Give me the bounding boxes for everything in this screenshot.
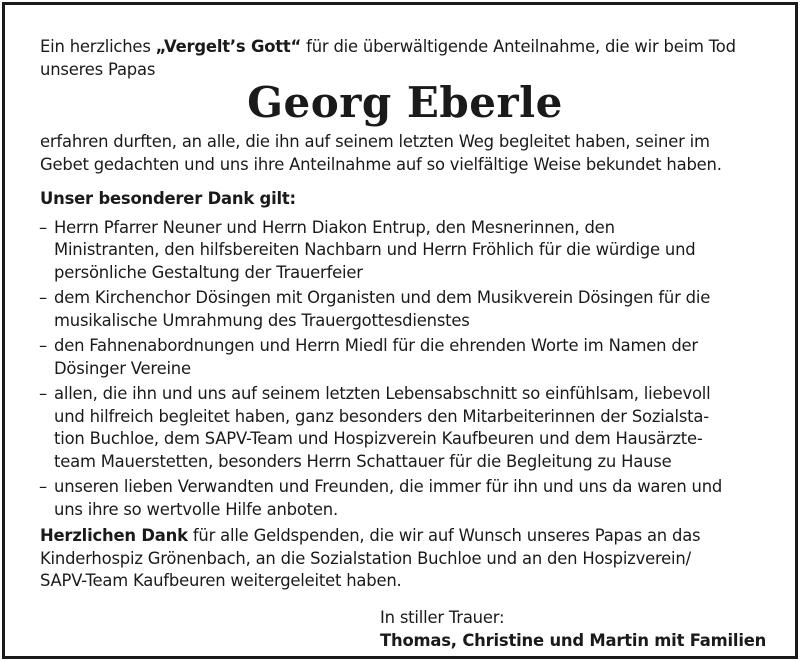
obituary-thank-you-notice	[40, 36, 770, 653]
list-dash: –	[39, 384, 47, 403]
list-dash: –	[39, 336, 47, 355]
donation-line-3: SAPV-Team Kaufbeuren weitergeleitet haben.	[40, 571, 402, 590]
thanks-heading: Unser besonderer Dank gilt:	[40, 189, 296, 208]
donation-thanks	[40, 525, 770, 593]
donation-bold-lead: Herzlichen Dank	[40, 526, 188, 545]
thanks-item	[40, 287, 770, 332]
continuation-line-2: Gebet gedachten und uns ihre Anteilnahme auf so vielfältige Weise bekundet haben.	[40, 154, 722, 174]
thanks-list	[40, 217, 770, 522]
intro-line-2: unseres Papas	[40, 59, 156, 79]
thanks-item-line: Herrn Pfarrer Neuner und Herrn Diakon Entrup, den Mesnerinnen, den	[54, 217, 615, 237]
thanks-item-line: allen, die ihn und uns auf seinem letzten Lebensabschnitt so einfühlsam, liebevoll	[54, 384, 711, 403]
signature-intro: In stiller Trauer:	[380, 607, 505, 627]
thanks-item-line: unseren lieben Verwandten und Freunden, die immer für ihn und uns da waren und	[54, 477, 723, 496]
thanks-item	[40, 335, 770, 380]
continuation-line-1: erfahren durften, an alle, die ihn auf seinem letzten Weg begleitet haben, seiner im	[40, 132, 710, 151]
thanks-item-line: uns ihre so wertvolle Hilfe anboten.	[54, 499, 338, 519]
list-dash: –	[39, 217, 47, 237]
deceased-name: Georg Eberle	[247, 78, 563, 127]
signature-names: Thomas, Christine und Martin mit Familien	[380, 630, 767, 650]
intro-emphasis: „Vergelt’s Gott“	[155, 37, 302, 56]
thanks-item	[40, 217, 770, 285]
intro-line-1	[40, 36, 770, 59]
donation-line-2: Kinderhospiz Grönenbach, an die Sozialstation Buchloe und an den Hospizverein/	[40, 548, 691, 568]
intro-rest: für die überwältigende Anteilnahme, die wir beim Tod	[301, 37, 736, 56]
thanks-item-line: tion Buchloe, dem SAPV-Team und Hospizverein Kaufbeuren und dem Hausärzte-	[54, 429, 703, 448]
thanks-item-line: dem Kirchenchor Dösingen mit Organisten und dem Musikverein Dösingen für die	[54, 288, 711, 307]
donation-line-1	[40, 525, 770, 548]
thanks-item-line: den Fahnenabordnungen und Herrn Miedl für die ehrenden Worte im Namen der	[54, 336, 698, 355]
thanks-item	[40, 383, 770, 473]
signature-block	[380, 607, 770, 653]
thanks-item-line: Dösinger Vereine	[54, 358, 191, 378]
thanks-item-line: Ministranten, den hilfsbereiten Nachbarn und Herrn Fröhlich für die würdige und	[54, 240, 696, 259]
intro-prefix: Ein herzliches	[40, 37, 156, 56]
list-dash: –	[39, 288, 47, 307]
list-dash: –	[39, 477, 47, 496]
thanks-item	[40, 476, 770, 521]
thanks-item-line: team Mauerstetten, besonders Herrn Schattauer für die Begleitung zu Hause	[54, 451, 672, 471]
thanks-item-line: musikalische Umrahmung des Trauergottesdienstes	[54, 310, 470, 330]
thanks-item-line: und hilfreich begleitet haben, ganz besonders den Mitarbeiterinnen der Sozialsta-	[54, 406, 709, 426]
donation-rest: für alle Geldspenden, die wir auf Wunsch unseres Papas an das	[187, 526, 701, 545]
thanks-item-line: persönliche Gestaltung der Trauerfeier	[54, 262, 363, 282]
